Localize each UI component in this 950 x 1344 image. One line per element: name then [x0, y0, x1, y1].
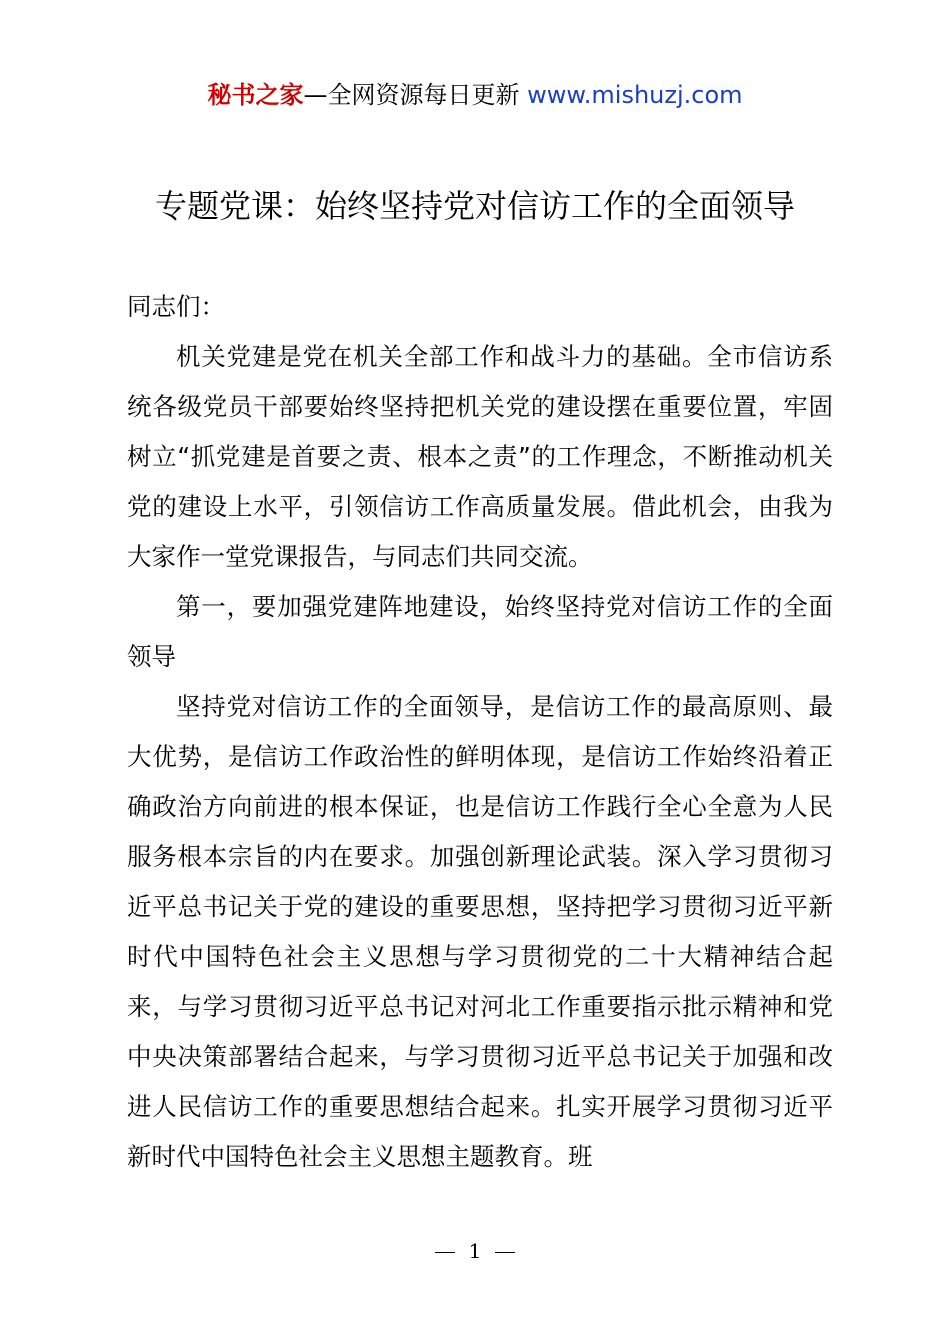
- paragraph: 坚持党对信访工作的全面领导，是信访工作的最高原则、最大优势，是信访工作政治性的鲜明体现，是信访工作始终沿着正确政治方向前进的根本保证，也是信访工作践行全心全意为人民服务根本宗旨的内在要求。加强创新理论武装。深入学习贯彻习近平总书记关于党的建设的重要思想，坚持把学习贯彻习近平新时代中国特色社会主义思想与学习贯彻党的二十大精神结合起来，与学习贯彻习近平总书记对河北工作重要指示批示精神和党中央决策部署结合起来，与学习贯彻习近平总书记关于加强和改进人民信访工作的重要思想结合起来。扎实开展学习贯彻习近平新时代中国特色社会主义思想主题教育。班: [127, 692, 833, 1171]
- site-header: [0, 78, 950, 112]
- paragraph: 机关党建是党在机关全部工作和战斗力的基础。全市信访系统各级党员干部要始终坚持把机关党的建设摆在重要位置，牢固树立“抓党建是首要之责、根本之责”的工作理念，不断推动机关党的建设上水平，引领信访工作高质量发展。借此机会，由我为大家作一堂党课报告，与同志们共同交流。: [127, 342, 833, 571]
- page-number-dash-right: [495, 1252, 515, 1253]
- salutation: 同志们：: [127, 292, 225, 321]
- document-title: 专题党课：始终坚持党对信访工作的全面领导: [154, 187, 795, 225]
- page-number-dash-left: [435, 1252, 455, 1253]
- page-number: [0, 1236, 950, 1266]
- site-tagline: —全网资源每日更新: [303, 81, 520, 109]
- page-number-value: 1: [468, 1239, 482, 1263]
- section-heading: 第一，要加强党建阵地建设，始终坚持党对信访工作的全面领导: [127, 592, 833, 671]
- site-brand: 秘书之家: [207, 81, 304, 109]
- site-url-link[interactable]: www.mishuzj.com: [527, 81, 743, 109]
- document-body: [127, 282, 833, 1182]
